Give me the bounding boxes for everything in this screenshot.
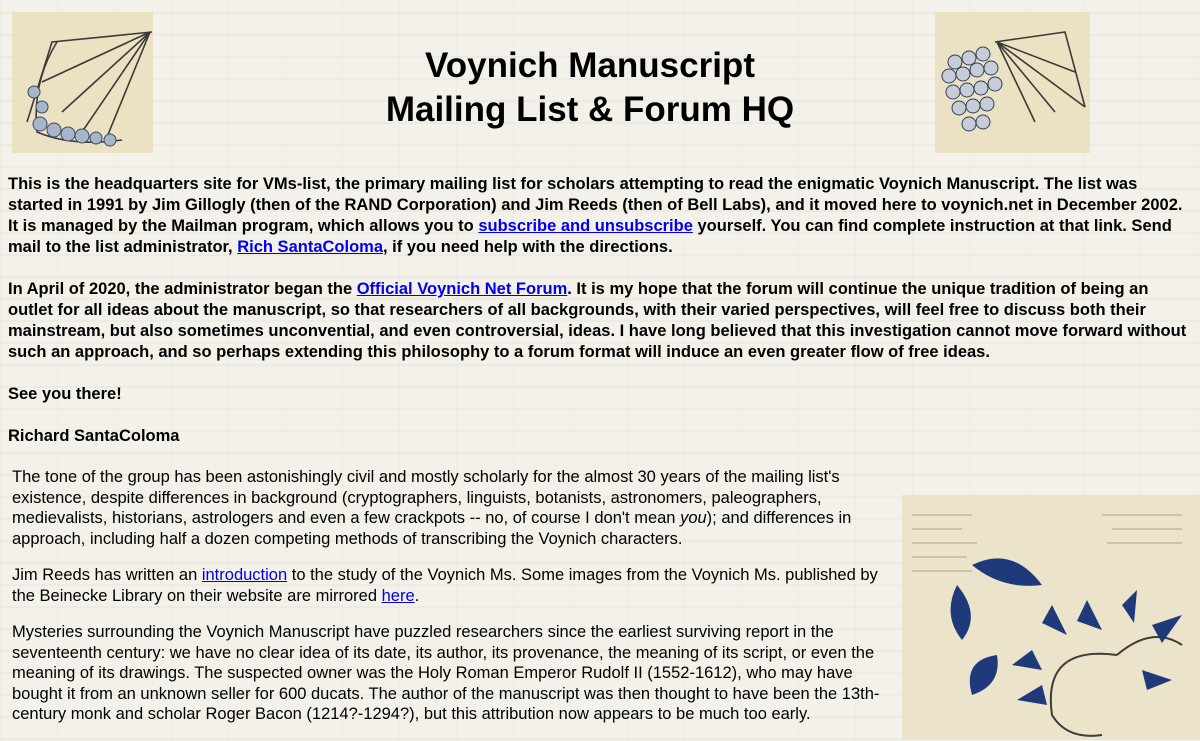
intro-section [8, 174, 1192, 468]
emphasis-text: you [680, 509, 707, 527]
subscribe-link[interactable]: subscribe and unsubscribe [478, 217, 693, 235]
body-text: . [414, 586, 420, 605]
body-section [12, 467, 896, 741]
title-line-2: Mailing List & Forum HQ [385, 90, 795, 129]
intro-text: . It is my hope that the forum will continue the unique tradition of being an outlet for all ideas about the manuscript, so that researchers of all backgrounds, with their varied perspectives, will feel free to discuss both their mainstream, but also sometimes unconvential, and even controversial, ideas. I have long believed that this investigation cannot move forward without such an approach, and so perhaps extending this philosophy to a forum format will induce an even greater flow of free ideas. [8, 280, 1187, 361]
page-title [300, 44, 880, 132]
body-text: Jim Reeds has written an [12, 566, 202, 584]
forum-link[interactable]: Official Voynich Net Forum [356, 280, 568, 298]
body-text: The tone of the group has been astonishingly civil and mostly scholarly for the almost 30 years of the mailing list's existence, despite differences in background (cryptographers, linguists, botanists, astronomers, paleographers, medievalists, historians, astrologers and even a few crackpots -- no, of course I don't mean [12, 468, 840, 527]
voynich-plant-illustration-icon [902, 495, 1200, 740]
intro-text: In April of 2020, the administrator began the [8, 280, 357, 298]
signature: Richard SantaColoma [8, 427, 180, 445]
voynich-folio-icon [935, 12, 1090, 153]
intro-text: yourself. You can find complete instruction at that link. Send mail to the list administrator, [8, 217, 1172, 256]
body-paragraph-2 [12, 565, 896, 606]
voynich-folio-right-image [935, 12, 1090, 153]
body-text: to the study of the Voynich Ms. Some images from the Voynich Ms. published by the Beinecke Library on their website are mirrored [12, 566, 878, 605]
title-line-1: Voynich Manuscript [425, 46, 755, 85]
intro-paragraph-1 [8, 174, 1192, 258]
body-paragraph-1 [12, 467, 896, 549]
voynich-folio-icon [12, 12, 153, 153]
voynich-plant-image [902, 495, 1200, 740]
intro-text: , if you need help with the directions. [383, 238, 673, 256]
body-paragraph-3: Mysteries surrounding the Voynich Manuscript have puzzled researchers since the earliest surviving report in the seventeenth century: we have no clear idea of its date, its author, its provenance, the meaning of its script, or even the meaning of its drawings. The suspected owner was the Holy Roman Emperor Rudolf II (1552-1612), who may have bought it from an unknown seller for 600 ducats. The author of the manuscript was then thought to have been the 13th-century monk and scholar Roger Bacon (1214?-1294?), but this attribution now appears to be much too early. [12, 623, 880, 723]
intro-paragraph-2 [8, 279, 1192, 363]
admin-email-link[interactable]: Rich SantaColoma [237, 238, 383, 256]
introduction-link[interactable]: introduction [201, 566, 288, 584]
body-text: ); and differences in approach, including half a dozen competing methods of transcribing the Voynich characters. [12, 509, 852, 548]
intro-text: This is the headquarters site for VMs-list, the primary mailing list for scholars attempting to read the enigmatic Voynich Manuscript. The list was started in 1991 by Jim Gillogly (then of the RAND Corporation) and Jim Reeds (then of Bell Labs), and it moved here to voynich.net in December 2002. It is managed by the Mailman program, which allows you to [8, 175, 1183, 235]
voynich-folio-left-image [12, 12, 153, 153]
mirror-here-link[interactable]: here [381, 586, 415, 605]
intro-paragraph-3: See you there! [8, 385, 122, 403]
